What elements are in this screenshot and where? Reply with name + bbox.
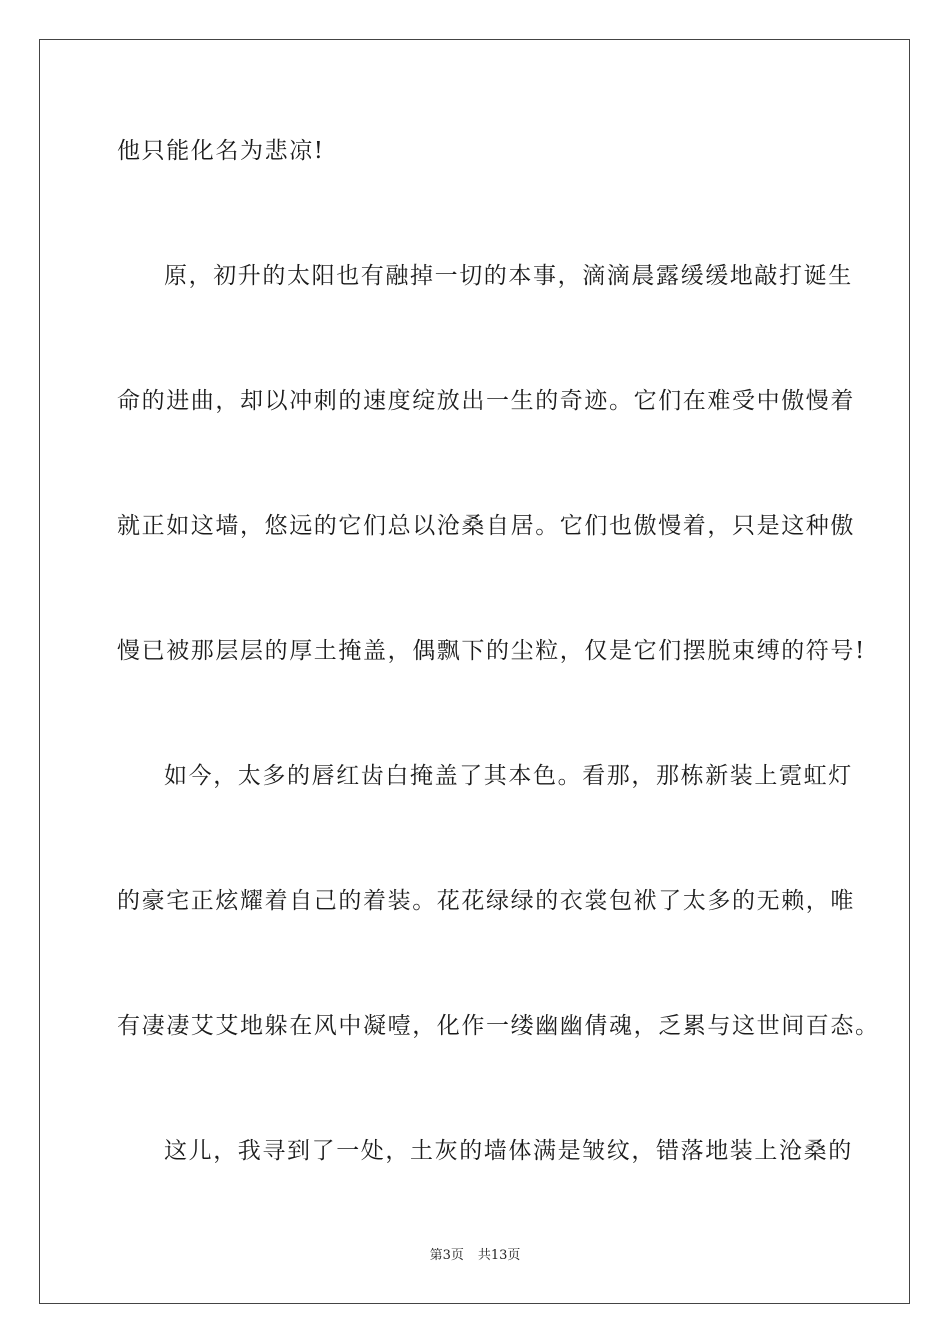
text-line-8: 有凄凄艾艾地躲在风中凝噎，化作一缕幽幽倩魂，乏累与这世间百态。 xyxy=(117,1013,880,1039)
text-line-1: 他只能化名为悲凉! xyxy=(117,138,325,164)
text-line-3: 命的进曲，却以冲刺的速度绽放出一生的奇迹。它们在难受中傲慢着 xyxy=(117,388,855,414)
text-line-9: 这儿，我寻到了一处，土灰的墙体满是皱纹，错落地装上沧桑的 xyxy=(164,1138,853,1164)
page-total: 共13页 xyxy=(477,1248,521,1263)
page-number: 第3页 xyxy=(429,1248,464,1263)
text-line-2: 原，初升的太阳也有融掉一切的本事，滴滴晨露缓缓地敲打诞生 xyxy=(164,263,853,289)
text-line-5: 慢已被那层层的厚土掩盖，偶飘下的尘粒，仅是它们摆脱束缚的符号! xyxy=(117,638,866,664)
text-line-4: 就正如这墙，悠远的它们总以沧桑自居。它们也傲慢着，只是这种傲 xyxy=(117,513,855,539)
page-border xyxy=(39,39,910,1304)
text-line-7: 的豪宅正炫耀着自己的着装。花花绿绿的衣裳包袱了太多的无赖，唯 xyxy=(117,888,855,914)
text-line-6: 如今，太多的唇红齿白掩盖了其本色。看那，那栋新装上霓虹灯 xyxy=(164,763,853,789)
page-footer xyxy=(0,1248,950,1264)
